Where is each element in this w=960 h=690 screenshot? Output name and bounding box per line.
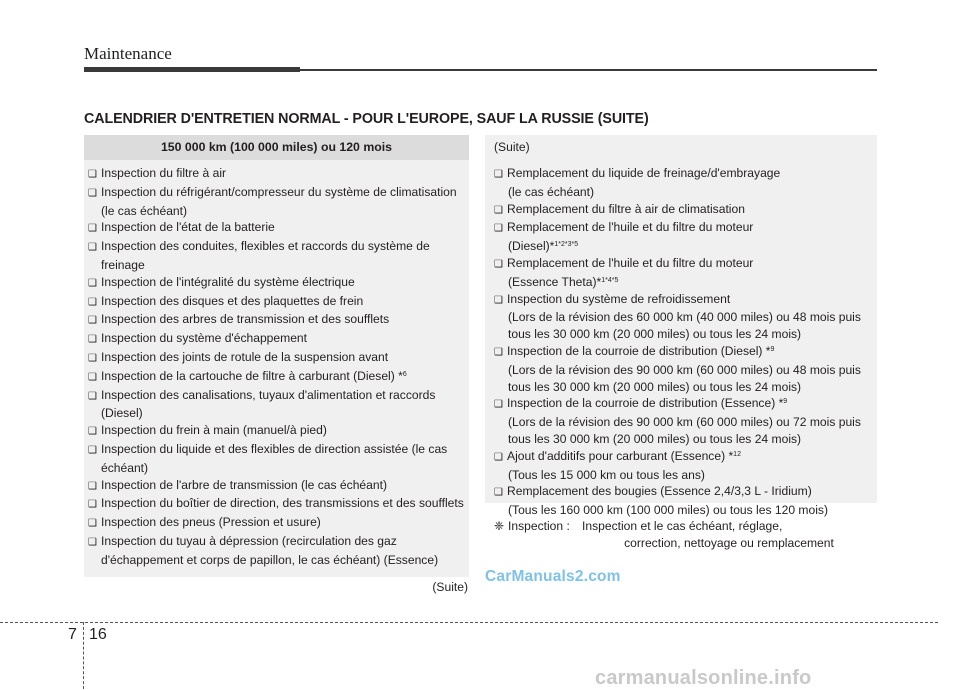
list-item: ❑ Inspection des disques et des plaquettes de frein — [88, 293, 468, 312]
checkbox-icon: ❑ — [494, 258, 503, 270]
checkbox-icon: ❑ — [88, 223, 97, 235]
checkbox-icon: ❑ — [88, 518, 97, 530]
list-item: ❑ Remplacement des bougies (Essence 2,4/3,3 L - Iridium) (Tous les 160 000 km (100 000 miles) ou tous les 120 mois) — [494, 484, 828, 518]
header-title: Maintenance — [84, 44, 172, 63]
list-item: ❑ Inspection du réfrigérant/compresseur du système de climatisation (le cas échéant) — [88, 184, 457, 218]
checkbox-icon: ❑ — [88, 334, 97, 346]
checkbox-icon: ❑ — [88, 277, 97, 289]
footnote-ref: 6 — [402, 370, 407, 378]
note-symbol-icon: ❈ — [494, 519, 505, 533]
page-number: 16 — [89, 626, 107, 643]
left-checklist — [88, 165, 468, 569]
list-item: ❑ Inspection de la courroie de distribution (Essence) *$^9$ (Lors de la révision des 90 000 km (60 000 miles) ou 72 mois puis tous les 30 000 km (20 000 miles) ou tous les 24 mois) — [494, 396, 861, 446]
footnote-ref: 9 — [770, 345, 775, 353]
list-item: ❑ Inspection des joints de rotule de la suspension avant — [88, 349, 468, 368]
list-item: ❑ Ajout d'additifs pour carburant (Essence) *$^{12}$ (Tous les 15 000 km ou tous les ans) — [494, 448, 741, 482]
watermark-bottom: carmanualsonline.info — [595, 667, 812, 689]
list-item: ❑ Inspection du système d'échappement — [88, 330, 468, 349]
list-item: ❑ Inspection de l'arbre de transmission (le cas échéant) — [88, 477, 468, 496]
list-item: ❑ Inspection de la cartouche de filtre à carburant (Diesel) *$^6$ — [88, 368, 468, 387]
list-item: ❑ Inspection du liquide et des flexibles de direction assistée (le cas échéant) — [88, 441, 448, 475]
watermark-logo: CarManuals2.com — [485, 568, 621, 585]
list-item: ❑ Inspection du frein à main (manuel/à pied) — [88, 422, 468, 441]
list-item: ❑ Remplacement de l'huile et du filtre du moteur (Essence Theta)*$^{1*4*5}$ — [494, 255, 754, 289]
footnote-ref: 9 — [783, 398, 788, 406]
checkbox-icon: ❑ — [494, 346, 503, 358]
list-item: ❑ Inspection du filtre à air — [88, 165, 468, 184]
list-item: ❑ Remplacement du filtre à air de climatisation — [494, 201, 876, 220]
footer-divider — [0, 622, 938, 623]
footer-vertical-divider — [83, 622, 84, 689]
right-checklist — [494, 165, 876, 519]
list-item: ❑ Inspection du boîtier de direction, des transmissions et des soufflets — [88, 495, 468, 514]
list-item: ❑ Remplacement de l'huile et du filtre du moteur (Diesel)*$^{1*2*3*5}$ — [494, 220, 754, 254]
footnote-ref: 1*2*3*5 — [554, 241, 579, 249]
checkbox-icon: ❑ — [494, 223, 503, 235]
header-rule — [300, 69, 877, 71]
left-panel-heading: 150 000 km (100 000 miles) ou 120 mois — [84, 135, 469, 160]
note-label: Inspection : — [508, 519, 570, 533]
continued-label: (Suite) — [432, 580, 468, 594]
list-item: ❑ Inspection du système de refroidissement (Lors de la révision des 60 000 km (40 000 miles) ou 48 mois puis tous les 30 000 km (20 000 miles) ou tous les 24 mois) — [494, 291, 861, 342]
checkbox-icon: ❑ — [88, 169, 97, 180]
continued-label: (Suite) — [494, 140, 530, 154]
checkbox-icon: ❑ — [88, 242, 97, 254]
checkbox-icon: ❑ — [88, 499, 97, 511]
list-item: ❑ Inspection des arbres de transmission et des soufflets — [88, 311, 468, 330]
checkbox-icon: ❑ — [88, 371, 97, 383]
header-bar — [84, 67, 300, 72]
list-item: ❑ Inspection du tuyau à dépression (recirculation des gaz d'échappement et corps de papillon, le cas échéant) (Essence) — [88, 533, 439, 567]
list-item: ❑ Inspection de l'intégralité du système électrique — [88, 274, 468, 293]
checkbox-icon: ❑ — [88, 296, 97, 308]
list-item: ❑ Inspection de la courroie de distribution (Diesel) *$^9$ (Lors de la révision des 90 000 km (60 000 miles) ou 48 mois puis tous les 30 000 km (20 000 miles) ou tous les 24 mois) — [494, 343, 861, 394]
list-item: ❑ Inspection des pneus (Pression et usure) — [88, 514, 468, 533]
note-text-line2: correction, nettoyage ou remplacement — [624, 536, 834, 550]
checkbox-icon: ❑ — [88, 536, 97, 548]
checkbox-icon: ❑ — [494, 294, 503, 306]
footnote-ref: 1*4*5 — [601, 276, 619, 284]
checkbox-icon: ❑ — [494, 204, 503, 216]
checkbox-icon: ❑ — [494, 169, 503, 180]
checkbox-icon: ❑ — [88, 315, 97, 327]
checkbox-icon: ❑ — [88, 390, 97, 402]
list-item: ❑ Inspection des conduites, flexibles et raccords du système de freinage — [88, 239, 430, 272]
checkbox-icon: ❑ — [88, 426, 97, 438]
footnote-ref: 12 — [733, 450, 741, 458]
checkbox-icon: ❑ — [494, 451, 503, 463]
checkbox-icon: ❑ — [88, 480, 97, 492]
checkbox-icon: ❑ — [88, 444, 97, 456]
checkbox-icon: ❑ — [494, 399, 503, 411]
checkbox-icon: ❑ — [88, 187, 97, 199]
section-title: CALENDRIER D'ENTRETIEN NORMAL - POUR L'EUROPE, SAUF LA RUSSIE (SUITE) — [84, 111, 649, 127]
chapter-number: 7 — [68, 626, 77, 643]
note-text-line1: Inspection et le cas échéant, réglage, — [582, 519, 783, 533]
list-item: ❑ Remplacement du liquide de freinage/d'embrayage (le cas échéant) — [494, 166, 781, 199]
list-item: ❑ Inspection des canalisations, tuyaux d'alimentation et raccords (Diesel) — [88, 387, 436, 421]
checkbox-icon: ❑ — [88, 352, 97, 364]
list-item: ❑ Inspection de l'état de la batterie — [88, 219, 468, 238]
checkbox-icon: ❑ — [494, 487, 503, 499]
